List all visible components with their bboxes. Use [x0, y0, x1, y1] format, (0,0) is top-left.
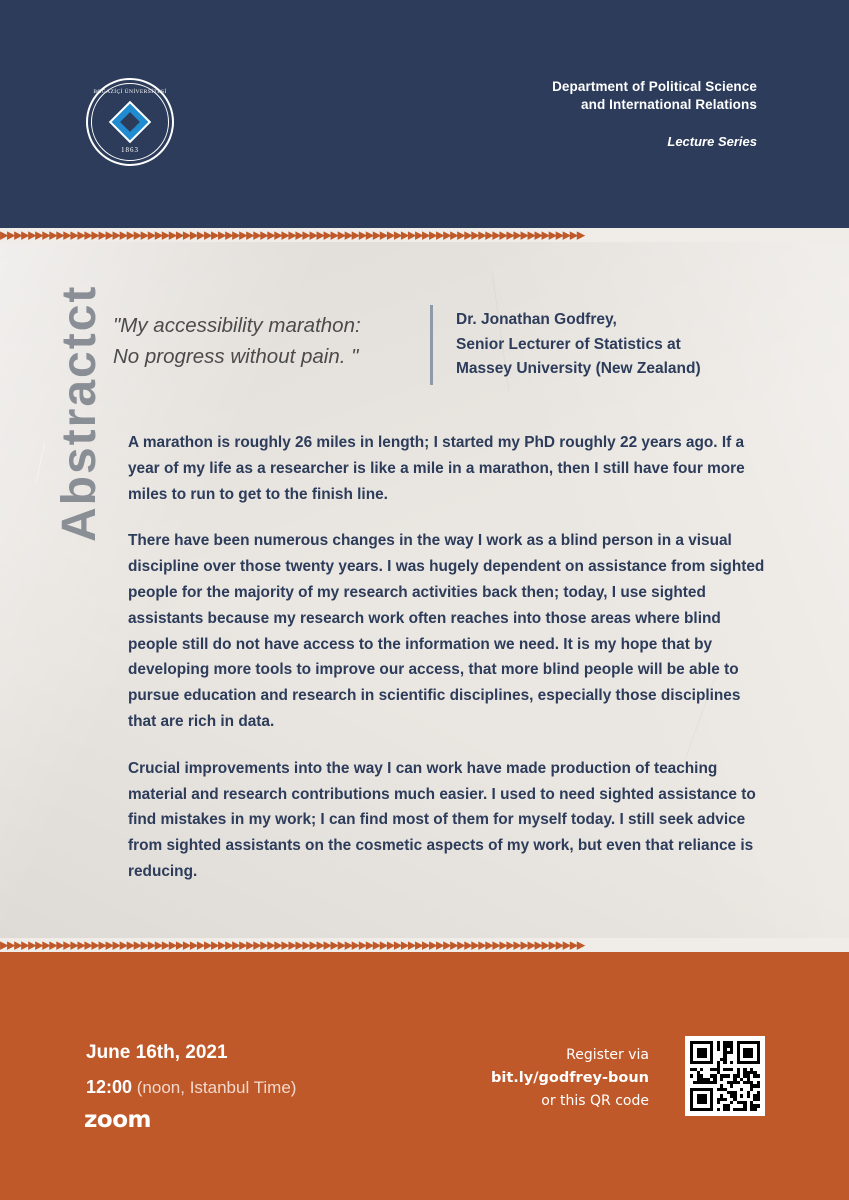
- poster-footer: [0, 952, 849, 1200]
- quote-line-1: "My accessibility marathon:: [113, 314, 361, 337]
- abstract-paragraph: A marathon is roughly 26 miles in length; I started my PhD roughly 22 years ago. If a year of my life as a researcher is like a mile in a marathon, then I still have four more miles to run to get to the finish line.: [128, 434, 745, 503]
- lecture-series-label: Lecture Series: [667, 134, 757, 149]
- speaker-affiliation: Massey University (New Zealand): [456, 360, 701, 377]
- zigzag-divider-bottom: ▸▸▸▸▸▸▸▸▸▸▸▸▸▸▸▸▸▸▸▸▸▸▸▸▸▸▸▸▸▸▸▸▸▸▸▸▸▸▸▸▸▸▸▸▸▸▸▸▸▸▸▸▸▸▸▸▸▸▸▸▸▸▸▸▸▸▸▸▸▸▸▸▸▸▸▸▸▸▸▸▸▸▸: [0, 938, 849, 952]
- logo-founding-year: 1863: [121, 146, 139, 154]
- university-logo: [86, 78, 174, 166]
- zoom-platform-label: zoom: [84, 1107, 151, 1133]
- event-time: [86, 1077, 296, 1098]
- quote-line-2: No progress without pain. ": [113, 345, 359, 368]
- poster-header: [0, 0, 849, 232]
- talk-title-quote: [113, 310, 413, 372]
- abstract-text: [128, 430, 768, 885]
- logo-university-name: BOĞAZİÇİ ÜNİVERSİTESİ: [93, 89, 167, 95]
- poster-body: [0, 242, 849, 942]
- register-instruction: Register via: [566, 1047, 649, 1063]
- vertical-divider: [430, 305, 433, 385]
- event-date: June 16th, 2021: [86, 1042, 228, 1063]
- registration-qr-code[interactable]: [685, 1036, 765, 1116]
- register-qr-note: or this QR code: [541, 1093, 649, 1109]
- qr-matrix: [690, 1041, 760, 1111]
- abstract-section-label: Abstractct: [53, 284, 106, 542]
- abstract-paragraph: There have been numerous changes in the way I work as a blind person in a visual discipline over those twenty years. I was hugely dependent on assistance from sighted people for the majority of my research activities back then; today, I use sighted assistants because my research work often reaches into those areas where blind people still do not have access to the information we need. It is my hope that by developing more tools to improve our access, that more blind people will be able to pursue education and research in scientific disciplines, especially those disciplines that are rich in data.: [128, 532, 765, 730]
- department-line-1: Department of Political Science: [552, 79, 757, 94]
- paper-crease-1: [36, 442, 45, 481]
- registration-link[interactable]: bit.ly/godfrey-boun: [491, 1070, 649, 1086]
- speaker-title: Senior Lecturer of Statistics at: [456, 335, 681, 353]
- event-time-note: (noon, Istanbul Time): [132, 1078, 297, 1097]
- zigzag-divider-top: ▸▸▸▸▸▸▸▸▸▸▸▸▸▸▸▸▸▸▸▸▸▸▸▸▸▸▸▸▸▸▸▸▸▸▸▸▸▸▸▸▸▸▸▸▸▸▸▸▸▸▸▸▸▸▸▸▸▸▸▸▸▸▸▸▸▸▸▸▸▸▸▸▸▸▸▸▸▸▸▸▸▸▸: [0, 228, 849, 242]
- event-time-value: 12:00: [86, 1077, 133, 1097]
- department-line-2: and International Relations: [581, 97, 757, 112]
- speaker-info: [456, 308, 786, 382]
- department-block: [552, 78, 757, 149]
- abstract-paragraph: Crucial improvements into the way I can work have made production of teaching material and research contributions much easier. I used to need sighted assistance to find mistakes in my work; I can find most of them for myself today. I still seek advice from sighted assistants on the cosmetic aspects of my work, but even that reliance is reducing.: [128, 759, 756, 880]
- speaker-name: Dr. Jonathan Godfrey,: [456, 311, 617, 328]
- registration-block: [459, 1044, 649, 1113]
